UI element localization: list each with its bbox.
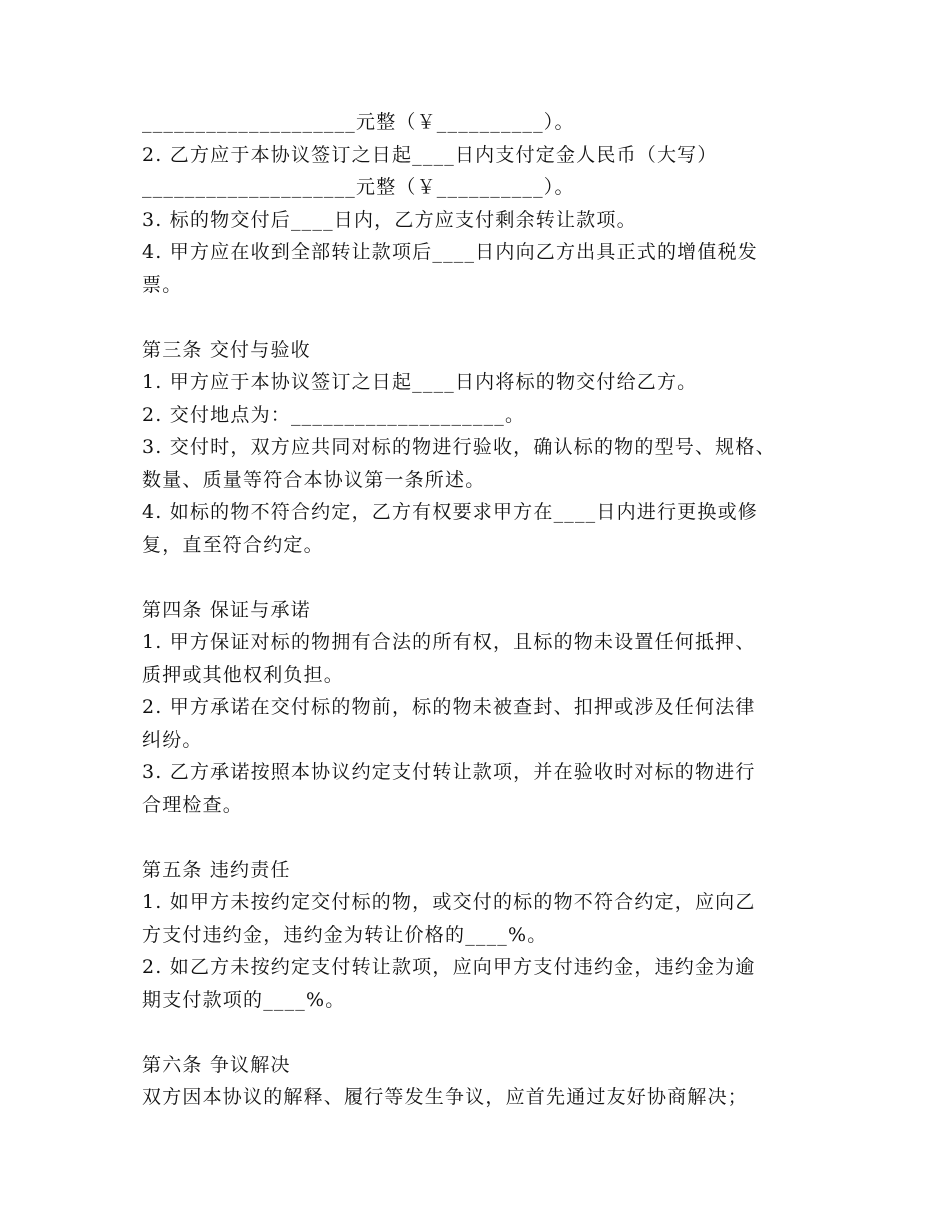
text-line: 纠纷。: [142, 728, 203, 751]
document-body: [142, 106, 842, 1114]
text-line: 方支付违约金，违约金为转让价格的____%。: [142, 923, 548, 946]
text-line: 2. 交付地点为：____________________。: [142, 403, 526, 426]
text-line: 3. 交付时，双方应共同对标的物进行验收，确认标的物的型号、规格、: [142, 436, 776, 458]
blank-line: [142, 561, 842, 594]
section-heading: 第四条 保证与承诺: [142, 598, 311, 621]
blank-line: [142, 821, 842, 854]
text-line: 数量、质量等符合本协议第一条所述。: [142, 468, 486, 491]
text-line: 2. 如乙方未按约定支付转让款项，应向甲方支付违约金，违约金为逾: [142, 956, 756, 978]
text-line: ____________________元整（￥__________）。: [142, 176, 575, 198]
section-heading: 第三条 交付与验收: [142, 338, 311, 361]
text-line: 复，直至符合约定。: [142, 533, 324, 556]
text-line: 质押或其他权利负担。: [142, 663, 345, 686]
blank-line: [142, 301, 842, 334]
text-line: 1. 甲方应于本协议签订之日起____日内将标的物交付给乙方。: [142, 371, 698, 393]
text-line: 2. 甲方承诺在交付标的物前，标的物未被查封、扣押或涉及任何法律: [142, 696, 756, 718]
section-heading: 第五条 违约责任: [142, 858, 291, 881]
blank-line: [142, 1016, 842, 1049]
text-line: 合理检查。: [142, 793, 244, 816]
text-line: 4. 甲方应在收到全部转让款项后____日内向乙方出具正式的增值税发: [142, 241, 758, 263]
text-line: 4. 如标的物不符合约定，乙方有权要求甲方在____日内进行更换或修: [142, 501, 758, 523]
section-heading: 第六条 争议解决: [142, 1053, 291, 1076]
text-line: 1. 甲方保证对标的物拥有合法的所有权，且标的物未设置任何抵押、: [142, 631, 756, 653]
text-line: 1. 如甲方未按约定交付标的物，或交付的标的物不符合约定，应向乙: [142, 891, 756, 913]
text-line: 3. 乙方承诺按照本协议约定支付转让款项，并在验收时对标的物进行: [142, 761, 756, 783]
text-line: 票。: [142, 273, 183, 296]
text-line: 双方因本协议的解释、履行等发生争议，应首先通过友好协商解决；: [142, 1086, 749, 1108]
text-line: 期支付款项的____%。: [142, 988, 346, 1011]
text-line: ____________________元整（￥__________）。: [142, 111, 575, 133]
text-line: 2. 乙方应于本协议签订之日起____日内支付定金人民币（大写）: [142, 143, 718, 166]
text-line: 3. 标的物交付后____日内，乙方应支付剩余转让款项。: [142, 208, 637, 231]
